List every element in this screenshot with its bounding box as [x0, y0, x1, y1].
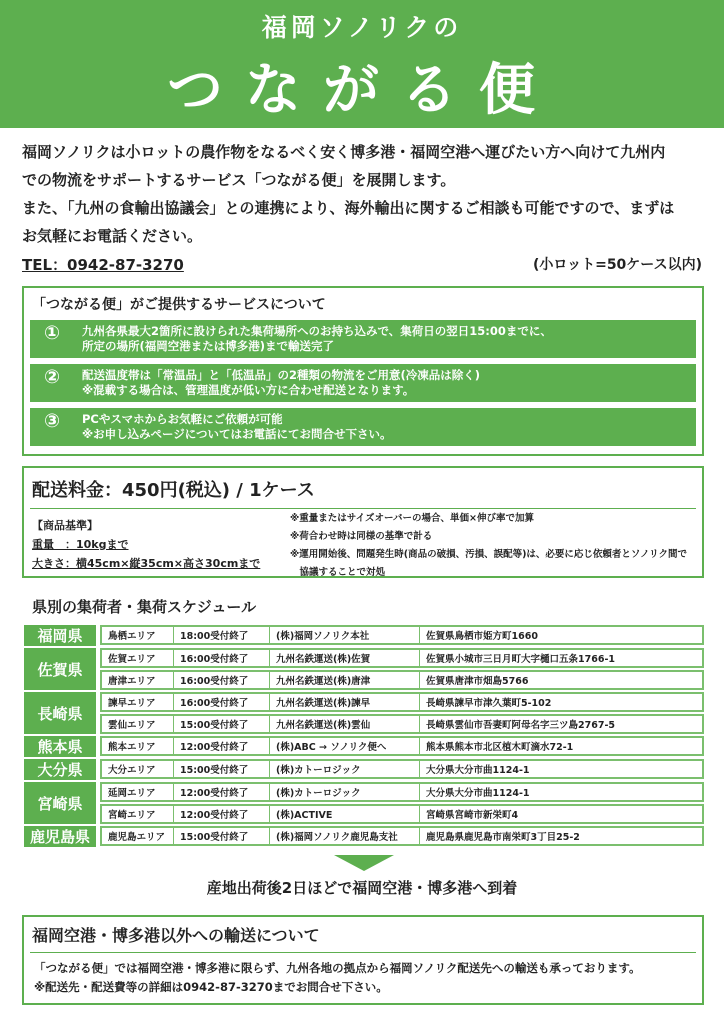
services-title: 「つながる便」がご提供するサービスについて	[32, 297, 326, 313]
deadline-cell: 12:00受付終了	[174, 738, 270, 754]
note: ※荷合わせ時は同様の基準で計る	[290, 531, 433, 542]
service-item	[30, 408, 696, 446]
address-cell: 宮崎県宮崎市新栄町4	[426, 810, 519, 821]
price-title: 配送料金：450円(税込) / 1ケース	[32, 480, 315, 501]
service-text: PCやスマホからお気軽にご依頼が可能	[82, 412, 283, 426]
note: ※重量またはサイズオーバーの場合、単価×伸び率で加算	[290, 513, 534, 524]
other-transport-box	[22, 915, 704, 1005]
prefecture-group	[24, 736, 704, 757]
deadline-cell: 15:00受付終了	[174, 761, 270, 777]
deadline-cell: 12:00受付終了	[174, 806, 270, 822]
arrival-text: 産地出荷後2日ほどで福岡空港・博多港へ到着	[206, 879, 518, 897]
table-row	[100, 782, 704, 802]
divider	[30, 508, 696, 509]
area-cell: 鳥栖エリア	[102, 627, 174, 643]
lot-note: (小ロット=50ケース以内)	[532, 257, 702, 273]
address-cell: 大分県大分市曲1124-1	[426, 765, 530, 776]
prefecture-group	[24, 648, 704, 690]
service-item	[30, 364, 696, 402]
service-text: 九州各県最大2箇所に設けられた集荷場所へのお持ち込みで、集荷日の翌日15:00までに、	[82, 324, 552, 338]
other-contact: ※配送先・配送費等の詳細は0942-87-3270までお問合せ下さい。	[34, 980, 388, 994]
address-cell: 佐賀県小城市三日月町大字樋口五条1766-1	[426, 654, 615, 665]
schedule-table	[24, 625, 704, 849]
service-number: ①	[44, 322, 61, 344]
address-cell: 佐賀県鳥栖市姫方町1660	[426, 631, 538, 642]
carrier-cell: (株)福岡ソノリク本社	[270, 627, 420, 643]
area-cell: 延岡エリア	[102, 784, 174, 800]
table-row	[100, 714, 704, 734]
address-cell: 佐賀県唐津市畑島5766	[426, 676, 529, 687]
service-number: ③	[44, 410, 61, 432]
prefecture-label: 熊本県	[24, 736, 96, 757]
intro-text	[22, 138, 712, 250]
intro-line: 福岡ソノリクは小ロットの農作物をなるべく安く博多港・福岡空港へ運びたい方へ向けて九州内	[22, 143, 666, 161]
area-cell: 諫早エリア	[102, 694, 174, 710]
address-cell: 熊本県熊本市北区植木町滴水72-1	[426, 742, 574, 753]
address-cell: 鹿児島県鹿児島市南栄町3丁目25-2	[426, 832, 580, 843]
prefecture-label: 鹿児島県	[24, 826, 96, 847]
area-cell: 宮崎エリア	[102, 806, 174, 822]
prefecture-label: 福岡県	[24, 625, 96, 646]
prefecture-group	[24, 625, 704, 646]
deadline-cell: 12:00受付終了	[174, 784, 270, 800]
address-cell: 長崎県諫早市津久葉町5-102	[426, 698, 552, 709]
table-row	[100, 692, 704, 712]
service-text: ※お申し込みページについてはお電話にてお問合せ下さい。	[82, 427, 392, 441]
carrier-cell: (株)カトーロジック	[270, 761, 420, 777]
criteria	[32, 516, 260, 573]
area-cell: 熊本エリア	[102, 738, 174, 754]
prefecture-group	[24, 759, 704, 780]
note: ※運用開始後、問題発生時(商品の破損、汚損、誤配等)は、必要に応じ依頼者とソノリク間で	[290, 549, 687, 560]
header-title: つながる便	[167, 57, 557, 123]
header-subtitle: 福岡ソノリクの	[261, 13, 463, 42]
table-row	[100, 736, 704, 756]
divider	[30, 952, 696, 953]
deadline-cell: 16:00受付終了	[174, 694, 270, 710]
pricing-box	[22, 466, 704, 578]
table-row	[100, 670, 704, 690]
prefecture-label: 佐賀県	[24, 648, 96, 690]
carrier-cell: (株)ACTIVE	[270, 806, 420, 822]
carrier-cell: 九州名鉄運送(株)諫早	[270, 694, 420, 710]
criteria-label: 【商品基準】	[32, 519, 98, 532]
weight-limit: 重量 ：10kgまで	[32, 538, 129, 551]
deadline-cell: 15:00受付終了	[174, 828, 270, 844]
service-item	[30, 320, 696, 358]
table-row	[100, 826, 704, 846]
schedule-title: 県別の集荷者・集荷スケジュール	[32, 598, 257, 616]
services-box	[22, 286, 704, 456]
prefecture-label: 宮崎県	[24, 782, 96, 824]
carrier-cell: 九州名鉄運送(株)雲仙	[270, 716, 420, 732]
area-cell: 佐賀エリア	[102, 650, 174, 666]
header-banner	[0, 0, 724, 128]
deadline-cell: 16:00受付終了	[174, 650, 270, 666]
address-cell: 大分県大分市曲1124-1	[426, 788, 530, 799]
table-row	[100, 625, 704, 645]
prefecture-group	[24, 826, 704, 847]
table-row	[100, 804, 704, 824]
price-notes	[290, 510, 687, 582]
deadline-cell: 16:00受付終了	[174, 672, 270, 688]
prefecture-group	[24, 692, 704, 734]
size-limit: 大きさ：横45cm×縦35cm×高さ30cmまで	[32, 557, 261, 570]
address-cell: 長崎県雲仙市吾妻町阿母名字三ツ島2767-5	[426, 720, 615, 731]
prefecture-group	[24, 782, 704, 824]
other-text: 「つながる便」では福岡空港・博多港に限らず、九州各地の拠点から福岡ソノリク配送先への輸送も承っております。	[34, 961, 641, 975]
note: 協議することで対処	[290, 567, 386, 578]
carrier-cell: (株)カトーロジック	[270, 784, 420, 800]
area-cell: 鹿児島エリア	[102, 828, 174, 844]
other-title: 福岡空港・博多港以外への輸送について	[32, 926, 320, 945]
down-arrow-icon	[334, 855, 394, 871]
service-text: 所定の場所(福岡空港または博多港)まで輸送完了	[82, 339, 335, 353]
deadline-cell: 15:00受付終了	[174, 716, 270, 732]
prefecture-label: 大分県	[24, 759, 96, 780]
phone-link[interactable]: TEL：0942-87-3270	[22, 256, 184, 274]
table-row	[100, 648, 704, 668]
service-text: ※混載する場合は、管理温度が低い方に合わせ配送となります。	[82, 383, 415, 397]
area-cell: 唐津エリア	[102, 672, 174, 688]
area-cell: 大分エリア	[102, 761, 174, 777]
area-cell: 雲仙エリア	[102, 716, 174, 732]
carrier-cell: 九州名鉄運送(株)佐賀	[270, 650, 420, 666]
service-number: ②	[44, 366, 61, 388]
intro-line: また、「九州の食輸出協議会」との連携により、海外輸出に関するご相談も可能ですので、まずは	[22, 199, 675, 217]
carrier-cell: (株)福岡ソノリク鹿児島支社	[270, 828, 420, 844]
intro-line: での物流をサポートするサービス「つながる便」を展開します。	[22, 171, 456, 189]
carrier-cell: 九州名鉄運送(株)唐津	[270, 672, 420, 688]
intro-line: お気軽にお電話ください。	[22, 227, 203, 245]
carrier-cell: (株)ABC → ソノリク便へ	[270, 738, 420, 754]
service-text: 配送温度帯は「常温品」と「低温品」の2種類の物流をご用意(冷凍品は除く)	[82, 368, 481, 382]
deadline-cell: 18:00受付終了	[174, 627, 270, 643]
prefecture-label: 長崎県	[24, 692, 96, 734]
table-row	[100, 759, 704, 779]
